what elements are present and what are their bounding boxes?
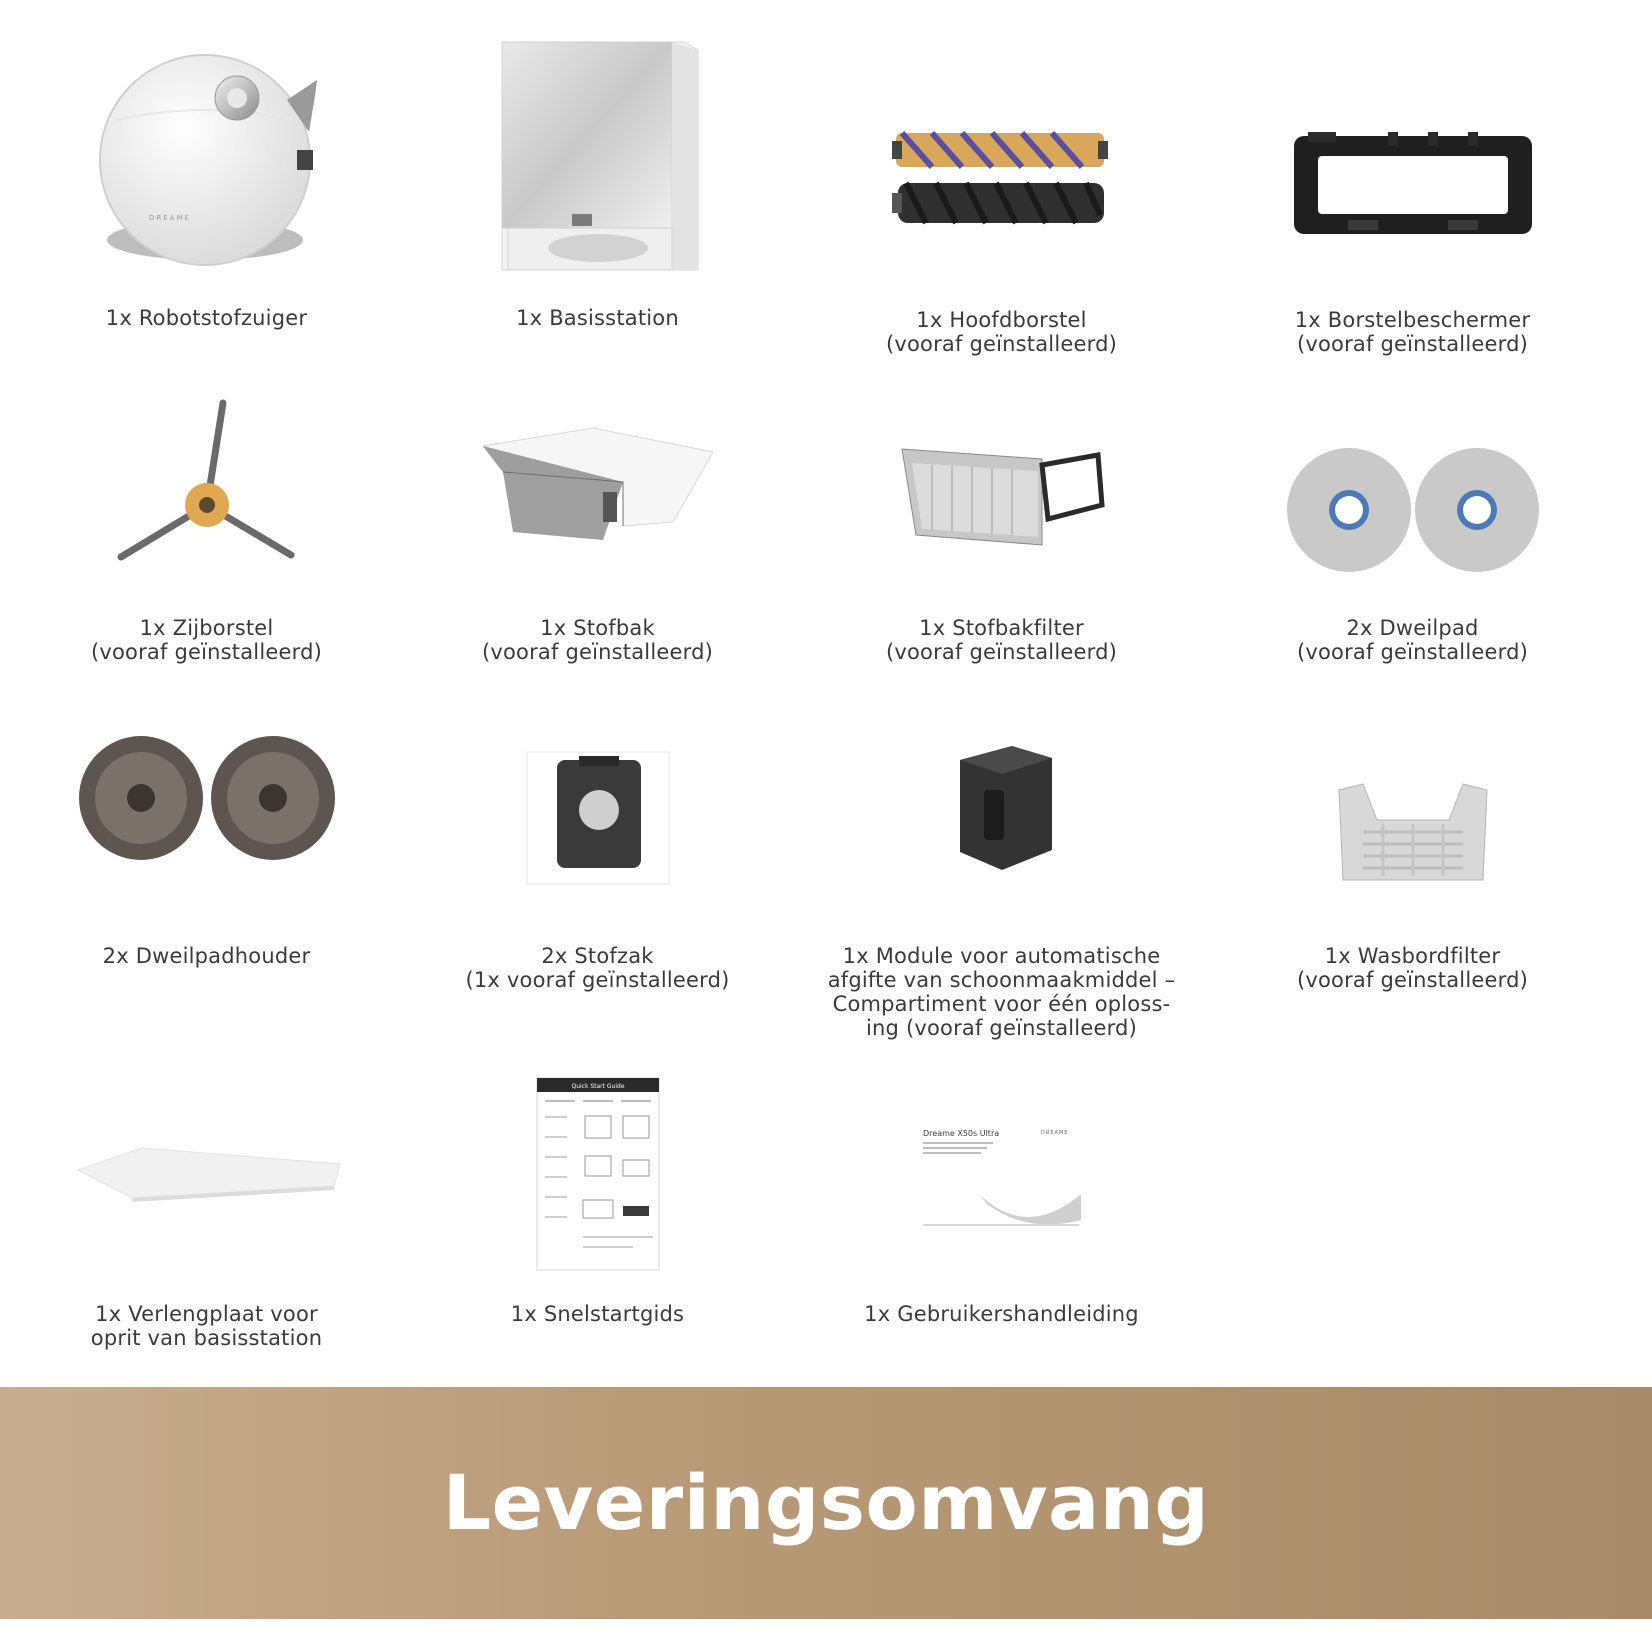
item-label: 2x Dweilpad (vooraf geïnstalleerd) (1296, 616, 1529, 664)
dust-bags-icon (523, 748, 673, 888)
item-washboard-filter (1206, 680, 1619, 1020)
item-label: 1x Stofbakfilter (vooraf geïnstalleerd) (885, 616, 1118, 664)
item-label: 1x Module voor automatische afgifte van schoonmaakmiddel – Compartiment voor één oploss- ing (vooraf geïnstalleerd) (827, 944, 1176, 1040)
banner (0, 1387, 1652, 1619)
item-ramp-extension (0, 1020, 413, 1385)
robot-logo-text: DREAME (148, 214, 191, 222)
dustbin-filter-icon (892, 435, 1112, 555)
washboard-filter-icon (1333, 780, 1493, 890)
item-mop-pads (1206, 360, 1619, 680)
item-user-manual (795, 1020, 1208, 1385)
user-manual-icon (917, 1124, 1087, 1234)
robot-vacuum-icon (77, 40, 337, 280)
item-label: 2x Stofzak (1x vooraf geïnstalleerd) (465, 944, 730, 992)
item-detergent-module (795, 680, 1208, 1040)
manual-title-text: Dreame X50s Ultra (922, 1129, 999, 1138)
item-side-brush (0, 360, 413, 680)
bottom-strip (0, 1619, 1652, 1652)
main-brush-icon (892, 125, 1112, 235)
item-label: 1x Basisstation (516, 306, 679, 330)
base-station-icon (488, 38, 708, 278)
banner-title: Leveringsomvang (442, 1458, 1210, 1547)
item-dustbin-filter (795, 360, 1208, 680)
item-label: 1x Zijborstel (vooraf geïnstalleerd) (90, 616, 323, 664)
item-dustbin (391, 360, 804, 680)
item-brush-guard (1206, 0, 1619, 360)
item-mop-holders (0, 680, 413, 1020)
side-brush-icon (107, 395, 307, 575)
item-label: 1x Wasbordfilter (vooraf geïnstalleerd) (1296, 944, 1529, 992)
item-label: 1x Gebruikershandleiding (864, 1302, 1139, 1326)
item-label: 2x Dweilpadhouder (102, 944, 311, 968)
mop-pads-icon (1283, 440, 1543, 580)
item-label: 1x Hoofdborstel (vooraf geïnstalleerd) (885, 308, 1118, 356)
item-dust-bags (391, 680, 804, 1020)
item-label: 1x Robotstofzuiger (105, 306, 308, 330)
item-label: 1x Verlengplaat voor oprit van basisstation (90, 1302, 323, 1350)
detergent-module-icon (942, 740, 1062, 880)
item-robot-vacuum (0, 0, 413, 360)
quick-start-guide-icon (535, 1076, 661, 1272)
qsg-title-text: Quick Start Guide (570, 1083, 625, 1090)
mop-holders-icon (77, 728, 337, 868)
dustbin-icon (473, 422, 723, 552)
brush-guard-icon (1288, 130, 1538, 240)
item-main-brush (795, 0, 1208, 360)
ramp-extension-icon (72, 1142, 342, 1202)
item-label: 1x Stofbak (vooraf geïnstalleerd) (481, 616, 714, 664)
item-label: 1x Borstelbeschermer (vooraf geïnstalleerd) (1294, 308, 1531, 356)
item-label: 1x Snelstartgids (510, 1302, 685, 1326)
manual-brand-text: DREAME (1040, 1130, 1068, 1136)
item-quick-start-guide (391, 1020, 804, 1385)
item-base-station (391, 0, 804, 360)
